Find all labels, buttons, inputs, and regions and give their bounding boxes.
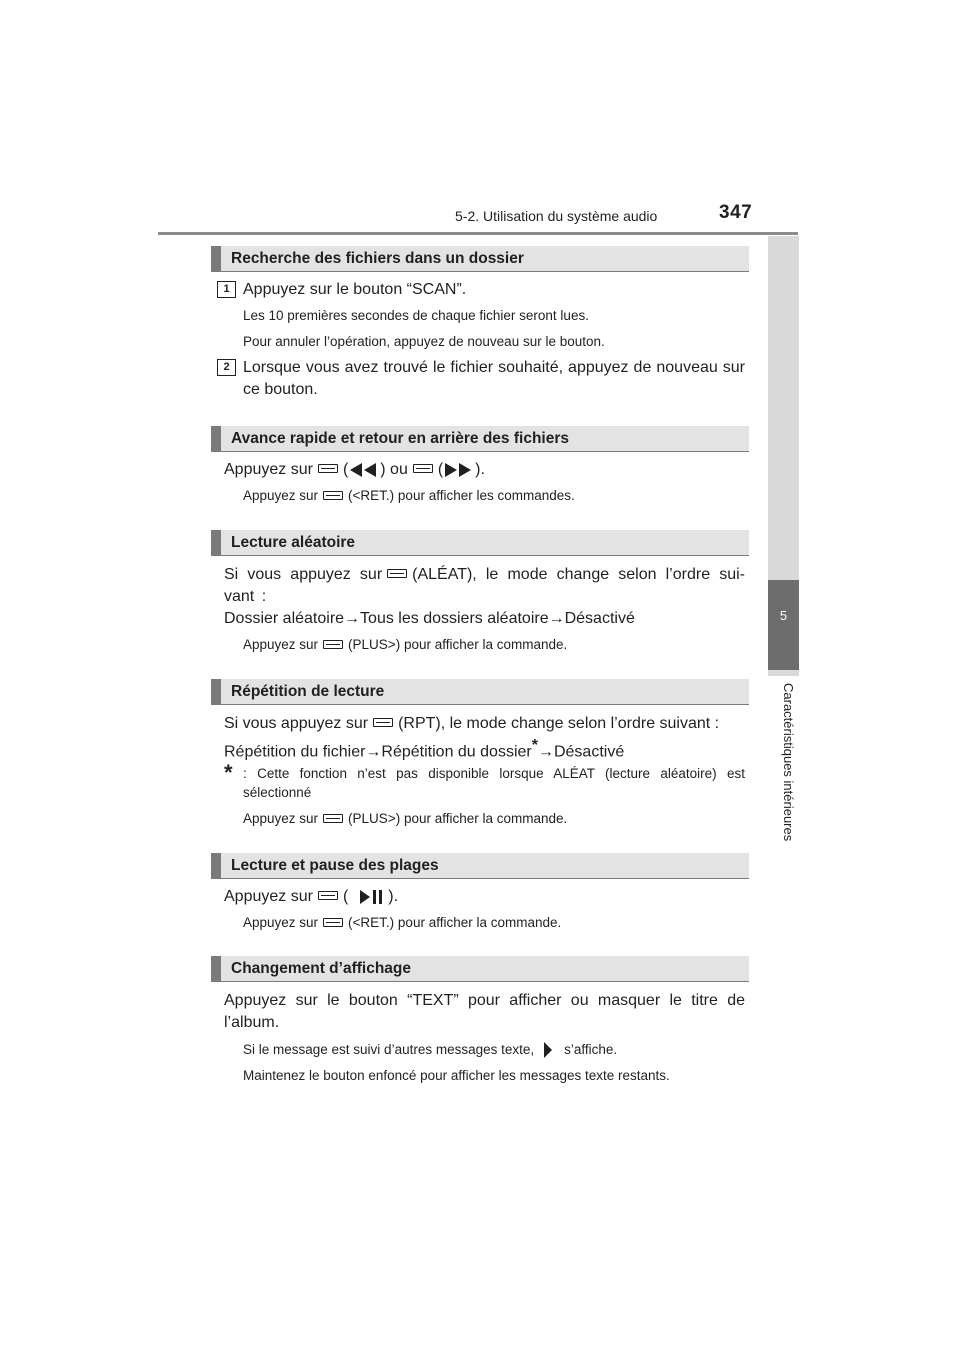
text-segment: Si vous appuyez sur (224, 566, 383, 583)
instruction-text: Appuyez sur le bouton “TEXT” pour afficher ou masquer le titre de l’album. (224, 992, 745, 1031)
display-button-icon (373, 718, 393, 727)
text-segment: Répétition du fichier→Répétition du dossier (224, 743, 532, 761)
instruction-text (224, 564, 745, 608)
text-segment: (RPT), le mode change selon l’ordre suivant : (398, 715, 720, 732)
note-text (243, 486, 745, 505)
text-segment: (ALÉAT), le mode change selon l’ordre sui- vant : (224, 566, 745, 605)
rewind-icon (348, 463, 380, 477)
instruction-text (224, 886, 745, 908)
chapter-label: Caractéristiques intérieures (781, 683, 796, 842)
section-title: Changement d’affichage (231, 960, 411, 977)
display-button-icon (323, 491, 343, 500)
note-text: Les 10 premières secondes de chaque fichier seront lues. (243, 308, 589, 323)
step-number-2: 2 (217, 359, 236, 376)
note-text (243, 809, 745, 828)
display-button-icon (318, 464, 338, 473)
chapter-tab (768, 580, 799, 670)
text-segment: Appuyez sur (224, 888, 313, 905)
section-title: Lecture aléatoire (231, 534, 356, 551)
step-2-text: Lorsque vous avez trouvé le fichier souhaité, appuyez de nouveau sur ce bouton. (243, 359, 745, 398)
footnote-marker: * (531, 737, 538, 754)
play-pause-icon (348, 888, 388, 906)
instruction-text (224, 713, 745, 735)
step-1-text: Appuyez sur le bouton “SCAN”. (243, 281, 467, 298)
note-text (243, 913, 745, 932)
section-title-band (211, 530, 749, 556)
section-title: Avance rapide et retour en arrière des fichiers (231, 430, 569, 447)
note-text (243, 1040, 745, 1059)
note-text: Maintenez le bouton enfoncé pour afficher les messages texte restants. (243, 1068, 670, 1083)
text-segment: (<RET.) pour afficher les commandes. (348, 488, 575, 503)
step-number-1: 1 (217, 281, 236, 298)
text-segment: →Désactivé (537, 743, 625, 761)
text-segment: ). (475, 461, 485, 478)
text-segment: (PLUS>) pour afficher la commande. (348, 811, 568, 826)
section-title-band (211, 853, 749, 879)
text-segment: ( (342, 888, 349, 905)
header-rule (158, 232, 798, 235)
section-heading: 5-2. Utilisation du système audio (455, 208, 658, 224)
instruction-text (224, 459, 744, 481)
text-segment: (<RET.) pour afficher la commande. (348, 915, 562, 930)
display-button-icon (318, 891, 338, 900)
fast-forward-icon (443, 463, 475, 477)
display-button-icon (323, 814, 343, 823)
section-title-band (211, 246, 749, 272)
section-title-band (211, 956, 749, 982)
section-title: Lecture et pause des plages (231, 857, 439, 874)
text-segment: ). (388, 888, 399, 905)
text-segment: Appuyez sur (224, 461, 313, 478)
note-text (243, 635, 745, 654)
section-title-band (211, 426, 749, 452)
footnote-text: : Cette fonction n’est pas disponible lorsque ALÉAT (lecture aléatoire) est sélectionné (243, 766, 745, 800)
display-button-icon (323, 918, 343, 927)
note-text: Pour annuler l’opération, appuyez de nouveau sur le bouton. (243, 334, 605, 349)
text-segment: Appuyez sur (243, 488, 319, 503)
section-title: Répétition de lecture (231, 683, 385, 700)
text-segment: Appuyez sur (243, 811, 319, 826)
text-segment: (PLUS>) pour afficher la commande. (348, 637, 568, 652)
mode-sequence (224, 735, 745, 763)
page-number: 347 (719, 202, 753, 223)
display-button-icon (413, 464, 433, 473)
text-segment: s’affiche. (564, 1042, 618, 1057)
chapter-number: 5 (779, 608, 788, 623)
text-segment: ( (342, 461, 349, 478)
display-button-icon (323, 640, 343, 649)
mode-sequence: Dossier aléatoire→Tous les dossiers aléatoire→Désactivé (224, 610, 635, 627)
arrow-right-icon (534, 1041, 564, 1059)
text-segment: Si vous appuyez sur (224, 715, 369, 732)
text-segment: Appuyez sur (243, 637, 319, 652)
text-segment: Appuyez sur (243, 915, 319, 930)
footnote-marker: * (224, 760, 233, 785)
section-title-band (211, 679, 749, 705)
text-segment: Si le message est suivi d’autres messages texte, (243, 1042, 535, 1057)
display-button-icon (387, 569, 407, 578)
section-title: Recherche des fichiers dans un dossier (231, 250, 524, 267)
text-segment: ( (437, 461, 444, 478)
text-segment: ) ou (380, 461, 408, 478)
